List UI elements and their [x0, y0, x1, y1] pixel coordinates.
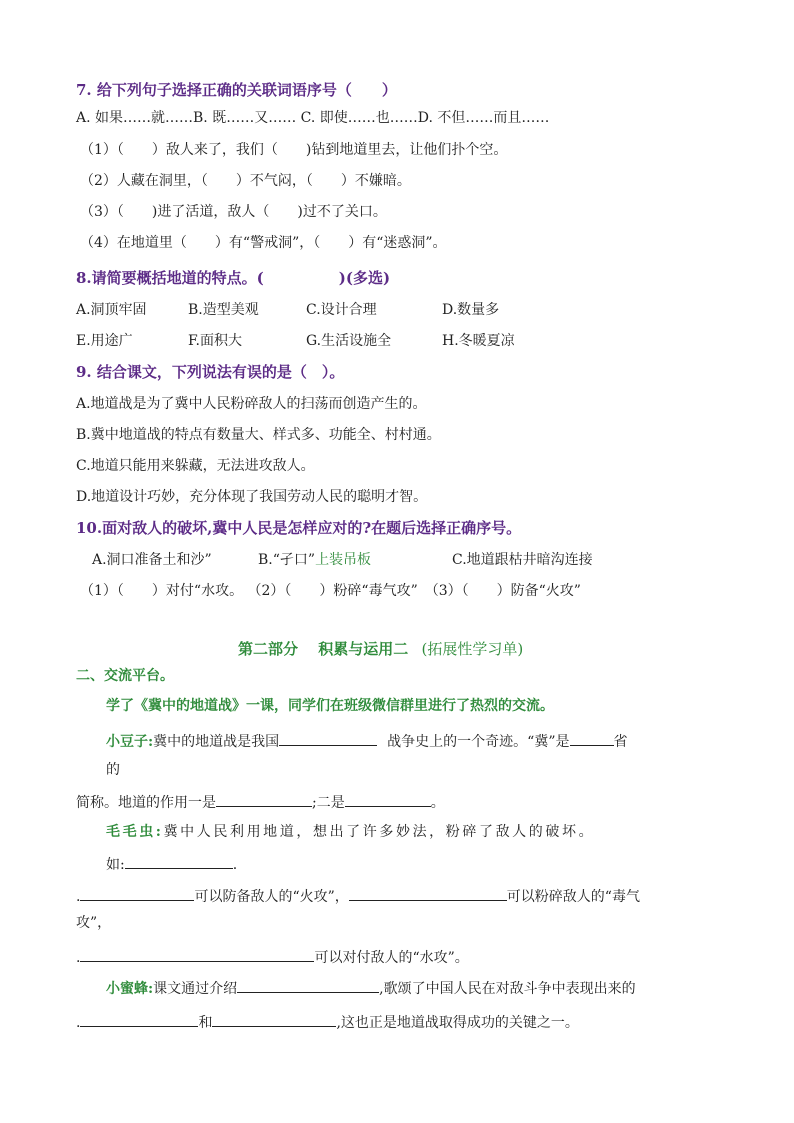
mmc-line-1	[106, 822, 595, 842]
part2-section: 二、交流平台。	[76, 668, 174, 684]
xdd-line-3	[76, 791, 445, 813]
mmc-text-e: 可以防备敌人的“火攻”，	[194, 889, 349, 905]
mmc-line-5	[76, 946, 469, 968]
q9-title: 9. 结合课文，下列说法有误的是（ ）。	[76, 363, 345, 381]
q8-opt-b: B.造型美观	[188, 302, 259, 318]
blank[interactable]	[80, 885, 194, 901]
q8-opt-h: H.冬暖夏凉	[442, 333, 515, 349]
q8-title: 8.请简要概括地道的特点。( )(多选)	[76, 269, 391, 287]
xmf-text-b: ,歌颂了中国人民在对敌斗争中表现出来的	[379, 981, 636, 997]
blank[interactable]	[570, 730, 614, 746]
xmf-name: 小蜜蜂:	[106, 981, 154, 997]
xmf-text-a: 课文通过介绍	[153, 981, 238, 997]
xdd-text-a: 冀中的地道战是我国	[153, 734, 280, 750]
mmc-text-c: .	[232, 857, 238, 873]
mmc-text-d: .	[76, 889, 81, 905]
q8-opt-f: F.面积大	[188, 333, 242, 349]
xmf-text-e: ,这也正是地道战取得成功的关键之一。	[336, 1015, 579, 1031]
xdd-line-2: 的	[106, 762, 120, 778]
part2-heading-main: 第二部分 积累与运用二	[238, 640, 409, 658]
mmc-text-f: 可以粉碎敌人的“毒气	[506, 889, 640, 905]
mmc-name: 毛毛虫:	[106, 824, 164, 840]
blank[interactable]	[212, 1011, 336, 1027]
blank[interactable]	[345, 791, 431, 807]
q9-item-c: C.地道只能用来躲藏，无法进攻敌人。	[76, 458, 315, 474]
blank[interactable]	[349, 885, 507, 901]
xdd-text-g: 。	[430, 795, 445, 811]
q7-options: A. 如果……就……B. 既……又…… C. 即使……也……D. 不但……而且……	[76, 110, 550, 126]
xdd-text-e: 简称。地道的作用一是	[76, 795, 216, 811]
blank[interactable]	[216, 791, 312, 807]
q10-opt-b-text: 上装吊板	[315, 552, 372, 568]
q7-item-3: （3）（ )进了活道，敌人（ )过不了关口。	[80, 204, 387, 220]
q8-opt-d: D.数量多	[442, 302, 500, 318]
q9-item-d: D.地道设计巧妙，充分体现了我国劳动人民的聪明才智。	[76, 489, 428, 505]
xdd-text-c: 省	[613, 734, 628, 750]
mmc-text-a: 冀中人民利用地道，想出了许多妙法，粉碎了敌人的破坏。	[163, 824, 596, 840]
q7-item-1: （1）（ ）敌人来了，我们（ )钻到地道里去，让他们扑个空。	[80, 142, 508, 158]
q8-opt-c: C.设计合理	[306, 302, 377, 318]
blank[interactable]	[125, 853, 233, 869]
q10-opt-b	[258, 550, 371, 570]
xdd-line-1	[106, 730, 628, 752]
part2-intro: 学了《冀中的地道战》一课，同学们在班级微信群里进行了热烈的交流。	[106, 698, 554, 714]
q10-opt-c: C.地道跟枯井暗沟连接	[452, 552, 593, 568]
part2-heading-sub: (拓展性学习单)	[421, 640, 524, 658]
q8-opt-g: G.生活设施全	[306, 333, 392, 349]
xmf-line-2	[76, 1011, 579, 1033]
q8-opt-a: A.洞顶牢固	[76, 302, 147, 318]
mmc-line-4: 攻”，	[76, 915, 112, 931]
xmf-text-c: .	[76, 1015, 81, 1031]
xmf-text-d: 和	[198, 1015, 213, 1031]
q10-opt-a: A.洞口准备土和沙”	[92, 552, 212, 568]
q7-item-2: （2）人藏在洞里，（ ）不气闷，（ ）不嫌暗。	[80, 173, 411, 189]
blank[interactable]	[80, 946, 314, 962]
xdd-text-f: ;二是	[312, 795, 345, 811]
blank[interactable]	[80, 1011, 198, 1027]
q8-opt-e: E.用途广	[76, 333, 133, 349]
mmc-line-3	[76, 885, 640, 907]
mmc-text-i: 可以对付敌人的“水攻”。	[314, 950, 469, 966]
mmc-text-b: 如:	[106, 857, 125, 873]
q7-item-4: （4）在地道里（ ）有“警戒洞”，（ ）有“迷惑洞”。	[80, 235, 447, 251]
xdd-text-b: 战争史上的一个奇迹。“冀”是	[387, 734, 570, 750]
part2-heading	[238, 639, 523, 659]
xdd-name: 小豆子:	[106, 734, 154, 750]
q7-title: 7. 给下列句子选择正确的关联词语序号（ ）	[76, 81, 397, 99]
q10-subitems: （1）（ ）对付“水攻。 （2）（ ）粉碎“毒气攻” （3）（ ）防备“火攻”	[80, 583, 581, 599]
q10-opt-b-label: B.“孑口”	[258, 552, 316, 568]
mmc-line-2	[106, 853, 237, 875]
xmf-line-1	[106, 977, 636, 999]
blank[interactable]	[237, 977, 379, 993]
q10-title: 10.面对敌人的破坏,冀中人民是怎样应对的?在题后选择正确序号。	[76, 519, 522, 537]
q9-item-b: B.冀中地道战的特点有数量大、样式多、功能全、村村通。	[76, 427, 441, 443]
blank[interactable]	[279, 730, 377, 746]
mmc-text-h: .	[76, 950, 81, 966]
q9-item-a: A.地道战是为了冀中人民粉碎敌人的扫荡而创造产生的。	[76, 396, 427, 412]
